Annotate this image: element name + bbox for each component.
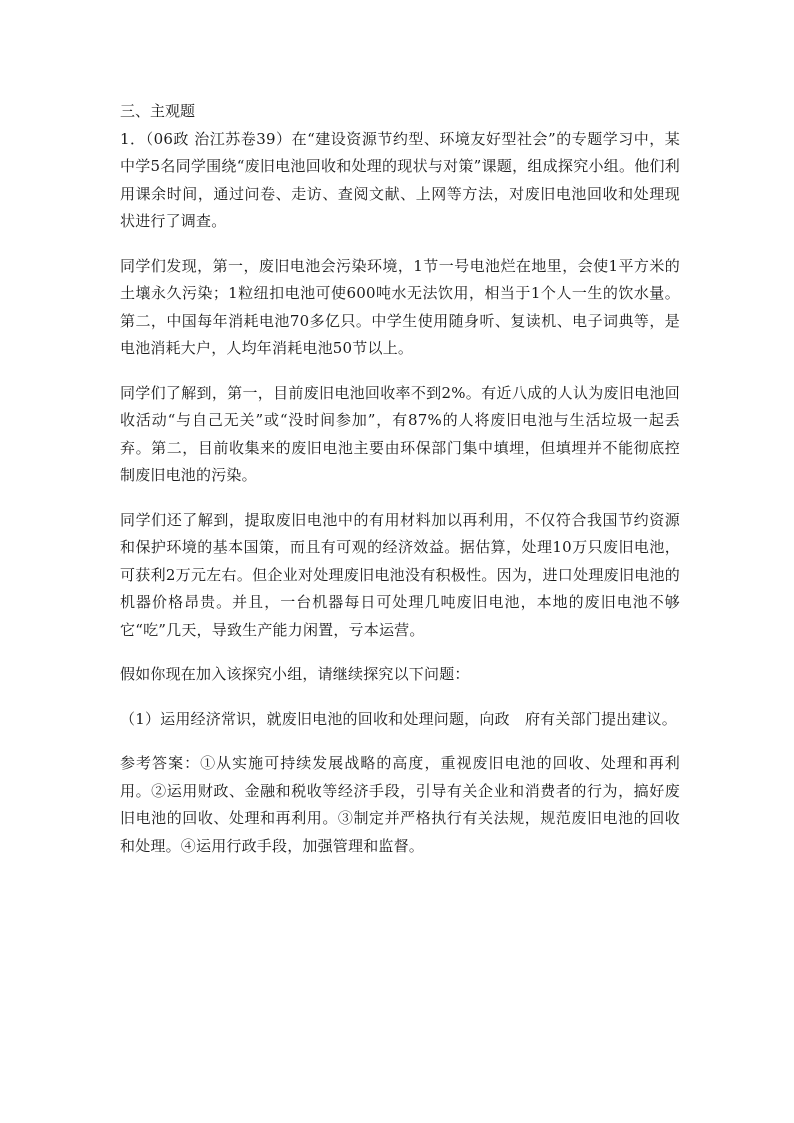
task-prompt-paragraph: 假如你现在加入该探究小组，请继续探究以下问题： bbox=[120, 665, 470, 683]
question-1-paragraph: （1）运用经济常识，就废旧电池的回收和处理问题，向政 府有关部门提出建议。 bbox=[120, 709, 677, 728]
document-page bbox=[120, 98, 680, 860]
section-heading: 三、主观题 bbox=[120, 102, 196, 120]
reference-answer-paragraph: 参考答案：①从实施可持续发展战略的高度，重视废旧电池的回收、处理和再利用。②运用财政、金融和税收等经济手段，引导有关企业和消费者的行为，搞好废旧电池的回收、处理和再利用。③制定并严格执行有关法规，规范废旧电池的回收和处理。④运用行政手段，加强管理和监督。 bbox=[120, 754, 680, 855]
recycling-status-paragraph: 同学们了解到，第一，目前废旧电池回收率不到2%。有近八成的人认为废旧电池回收活动“与自己无关”或“没时间参加”，有87%的人将废旧电池与生活垃圾一起丢弃。第二，目前收集来的废旧电池主要由环保部门集中填埋，但填埋并不能彻底控制废旧电池的污染。 bbox=[120, 383, 680, 484]
economic-benefit-paragraph: 同学们还了解到，提取废旧电池中的有用材料加以再利用，不仅符合我国节约资源和保护环境的基本国策，而且有可观的经济效益。据估算，处理10万只废旧电池，可获利2万元左右。但企业对处理废旧电池没有积极性。因为，进口处理废旧电池的机器价格昂贵。并且，一台机器每日可处理几吨废旧电池，本地的废旧电池不够它“吃”几天，导致生产能力闲置，亏本运营。 bbox=[120, 510, 680, 639]
findings-paragraph: 同学们发现，第一，废旧电池会污染环境，1节一号电池烂在地里，会使1平方米的土壤永久污染；1粒纽扣电池可使600吨水无法饮用，相当于1个人一生的饮水量。第二，中国每年消耗电池70多亿只。中学生使用随身听、复读机、电子词典等，是电池消耗大户，人均年消耗电池50节以上。 bbox=[120, 256, 680, 357]
question-intro-paragraph: 1．（06政 治江苏卷39）在“建设资源节约型、环境友好型社会”的专题学习中，某中学5名同学围绕“废旧电池回收和处理的现状与对策”课题，组成探究小组。他们利用课余时间，通过问卷、走访、查阅文献、上网等方法，对废旧电池回收和处理现状进行了调查。 bbox=[120, 129, 680, 230]
